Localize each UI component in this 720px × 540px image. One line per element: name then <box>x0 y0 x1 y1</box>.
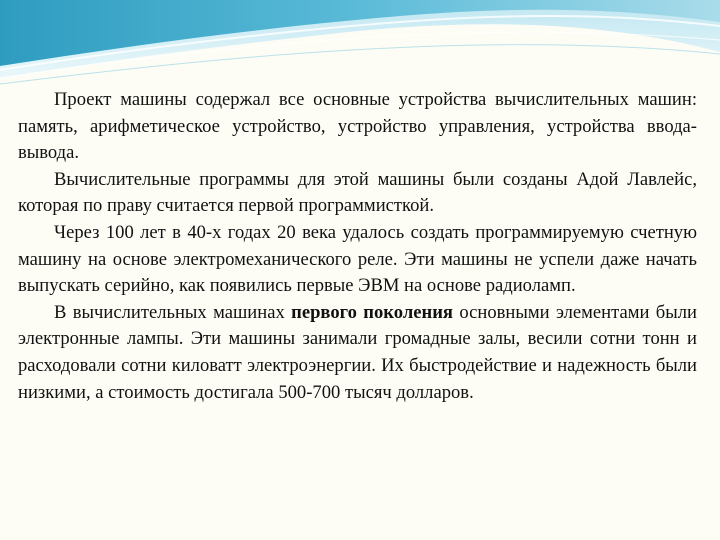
paragraph-2: Вычислительные программы для этой машины были созданы Адой Лавлейс, которая по праву считается первой программисткой. <box>18 168 697 217</box>
paragraph-3: Через 100 лет в 40-х годах 20 века удалось создать программируемую счетную машину на основе электромеханического реле. Эти машины не успели даже начать выпускать серийно, как появились первые ЭВМ на основе радиоламп. <box>18 221 697 297</box>
body-text <box>18 87 697 406</box>
paragraph-4-start: В вычислительных машинах <box>54 301 292 323</box>
paragraph-4-end: основными элементами были электронные лампы. Эти машины занимали громадные залы, весили сотни тонн и расходовали сотни киловатт электроэнергии. Их быстродействие и надежность были низкими, а стоимость достигала 500-700 тысяч долларов. <box>18 301 697 403</box>
paragraph-1: Проект машины содержал все основные устройства вычислительных машин: память, арифметическое устройство, устройство управления, устройства ввода-вывода. <box>18 89 697 164</box>
paragraph-4 <box>18 300 697 406</box>
first-generation-term: первого поколения <box>291 301 453 323</box>
